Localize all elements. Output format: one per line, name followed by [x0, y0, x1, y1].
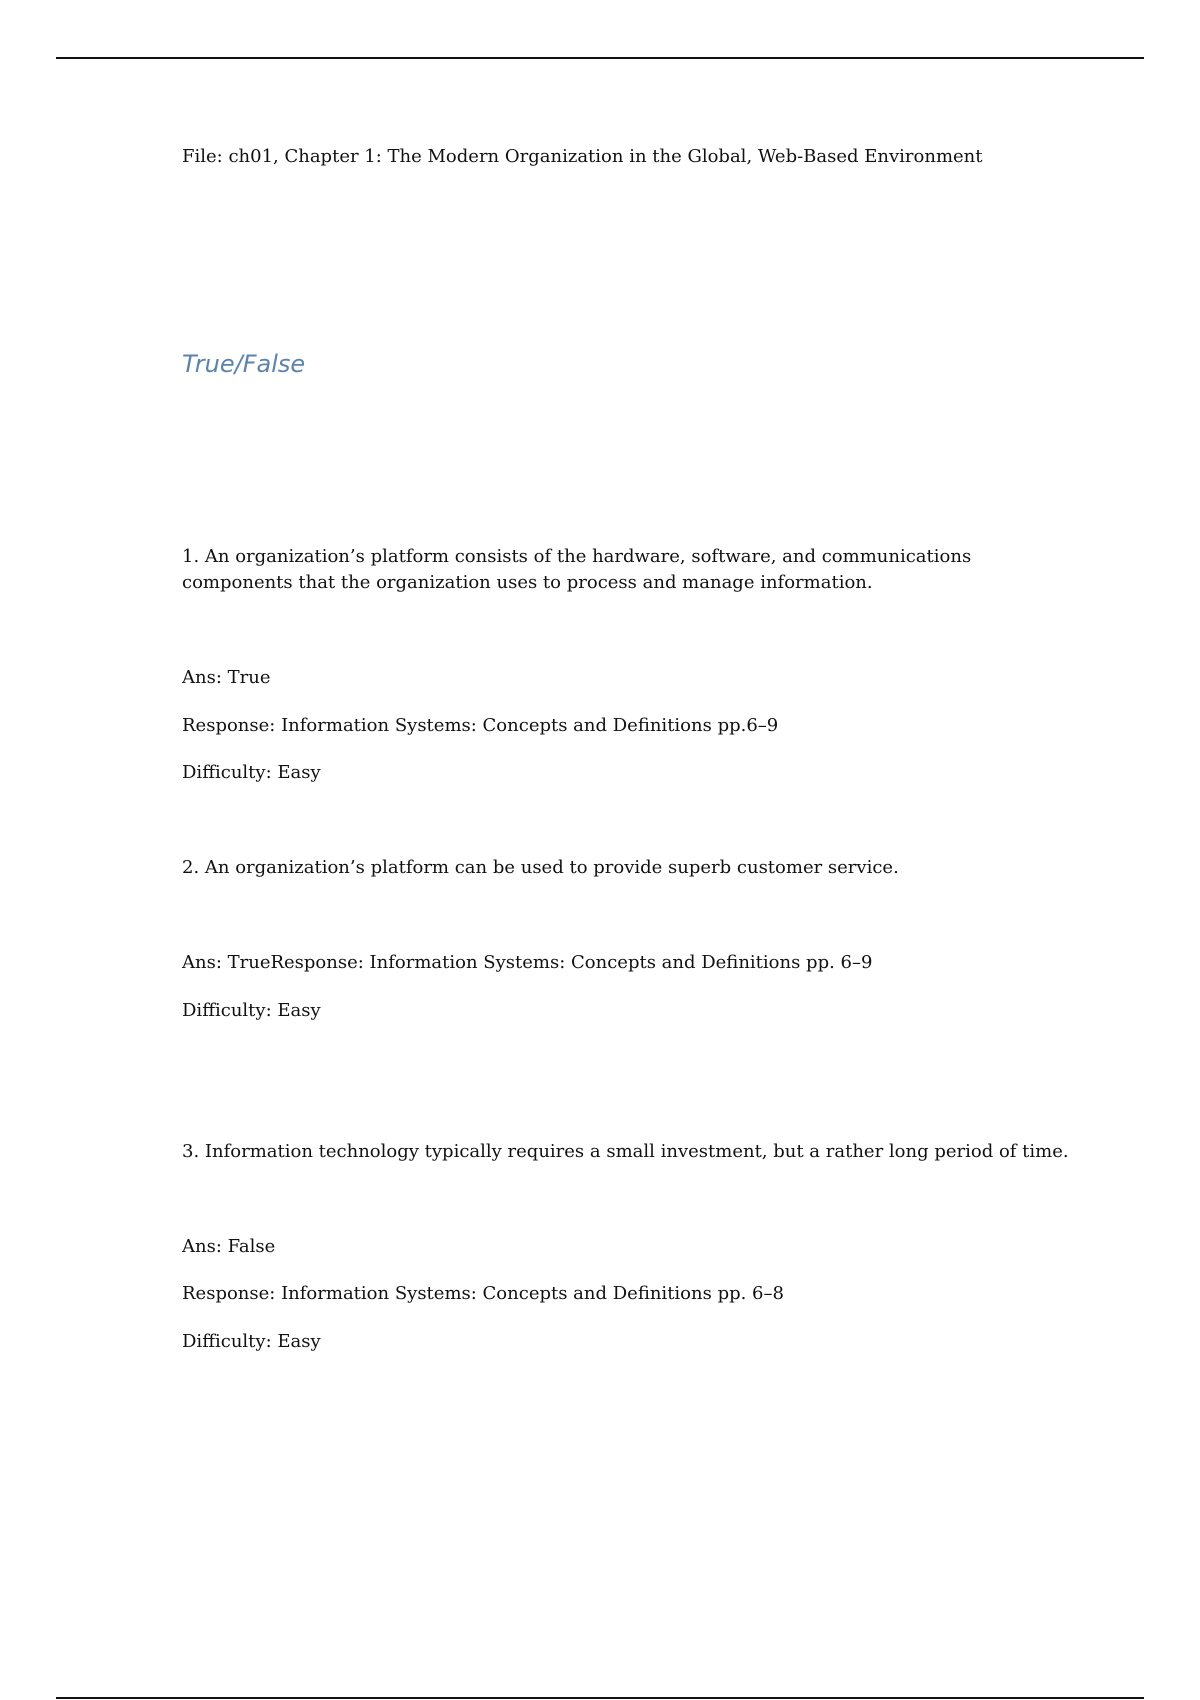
- question-1-response: Response: Information Systems: Concepts and Definitions pp.6–9: [182, 715, 779, 736]
- question-1-answer: Ans: True: [182, 667, 271, 688]
- file-line: File: ch01, Chapter 1: The Modern Organization in the Global, Web-Based Environment: [182, 146, 983, 167]
- top-rule: [56, 57, 1144, 59]
- question-1-difficulty: Difficulty: Easy: [182, 762, 321, 783]
- question-2-difficulty: Difficulty: Easy: [182, 1000, 321, 1021]
- bottom-rule: [56, 1697, 1144, 1699]
- question-3-answer: Ans: False: [182, 1236, 276, 1257]
- question-3-text: 3. Information technology typically requires a small investment, but a rather long period of time.: [182, 1141, 1069, 1162]
- question-2-text: 2. An organization’s platform can be used to provide superb customer service.: [182, 857, 899, 878]
- question-2-answer-response: Ans: TrueResponse: Information Systems: Concepts and Definitions pp. 6–9: [182, 952, 873, 973]
- question-1-text: 1. An organization’s platform consists of the hardware, software, and communications components that the organization uses to process and manage information.: [182, 546, 972, 593]
- question-3-difficulty: Difficulty: Easy: [182, 1331, 321, 1352]
- section-heading-true-false: True/False: [182, 350, 306, 378]
- question-3-response: Response: Information Systems: Concepts and Definitions pp. 6–8: [182, 1283, 784, 1304]
